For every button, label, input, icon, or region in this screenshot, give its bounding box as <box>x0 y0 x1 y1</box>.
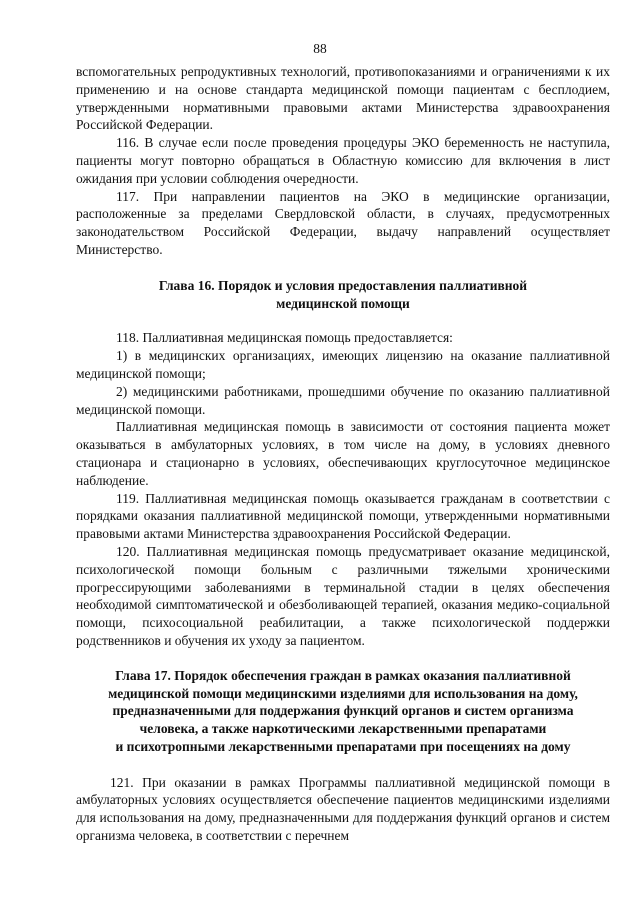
paragraph-120: 120. Паллиативная медицинская помощь предусматривает оказание медицинской, психологической помощи больным с различными тяжелыми хроническими прогрессирующими заболеваниями в терминальной стадии в целях обеспечения необходимой симптоматической и обезболивающей терапией, оказания медико-социальной помощи, психосоциальной реабилитации, а также психологической поддержки родственников и обучения их уходу за пациентом. <box>76 543 610 648</box>
list-item-2: 2) медицинскими работниками, прошедшими обучение по оказанию паллиативной медицинской помощи. <box>76 383 610 417</box>
paragraph-119: 119. Паллиативная медицинская помощь оказывается гражданам в соответствии с порядками оказания паллиативной медицинской помощи, утвержденными нормативными правовыми актами Министерства здравоохранения Российской Федерации. <box>76 490 610 542</box>
paragraph-116: 116. В случае если после проведения процедуры ЭКО беременность не наступила, пациенты могут повторно обращаться в Областную комиссию для включения в лист ожидания при условии соблюдения очередности. <box>76 135 610 186</box>
chapter-16-heading <box>76 277 610 313</box>
page-body <box>76 63 610 845</box>
chapter-17-heading-line: предназначенными для поддержания функций органов и систем организма <box>112 703 574 719</box>
paragraph-continuation: вспомогательных репродуктивных технологий, противопоказаниями и ограничениями к их применению и на основе стандарта медицинской помощи пациентам с бесплодием, утвержденными нормативными правовыми актами Министерства здравоохранения Российской Федерации. <box>76 64 610 133</box>
list-item-1: 1) в медицинских организациях, имеющих лицензию на оказание паллиативной медицинской помощи; <box>76 348 610 381</box>
chapter-17-heading-line: человека, а также наркотическими лекарственными препаратами <box>139 721 547 737</box>
paragraph-118: 118. Паллиативная медицинская помощь предоставляется: <box>116 330 453 346</box>
page-number: 88 <box>313 41 327 56</box>
chapter-17-heading-line: Глава 17. Порядок обеспечения граждан в рамках оказания паллиативной <box>115 667 571 683</box>
chapter-17-heading <box>76 667 610 756</box>
chapter-17-heading-line: медицинской помощи медицинскими изделиями для использования на дому, <box>108 685 578 701</box>
chapter-16-heading-line: медицинской помощи <box>276 295 410 311</box>
paragraph-palliative-conditions: Паллиативная медицинская помощь в зависимости от состояния пациента может оказываться в амбулаторных условиях, в том числе на дому, в условиях дневного стационара и стационарно в условиях, обеспечивающих круглосуточное медицинское наблюдение. <box>76 419 610 488</box>
chapter-16-heading-line: Глава 16. Порядок и условия предоставления паллиативной <box>158 277 528 293</box>
chapter-17-heading-line: и психотропными лекарственными препаратами при посещениях на дому <box>115 738 571 754</box>
paragraph-117: 117. При направлении пациентов на ЭКО в медицинские организации, расположенные за пределами Свердловской области, в случаях, предусмотренных законодательством Российской Федерации, выдачу направлений осуществляет Министерство. <box>76 188 610 257</box>
paragraph-121: 121. При оказании в рамках Программы паллиативной медицинской помощи в амбулаторных условиях осуществляется обеспечение пациентов медицинскими изделиями для использования на дому, предназначенными для поддержания функций органов и систем организма человека, в соответствии с перечнем <box>76 774 610 844</box>
